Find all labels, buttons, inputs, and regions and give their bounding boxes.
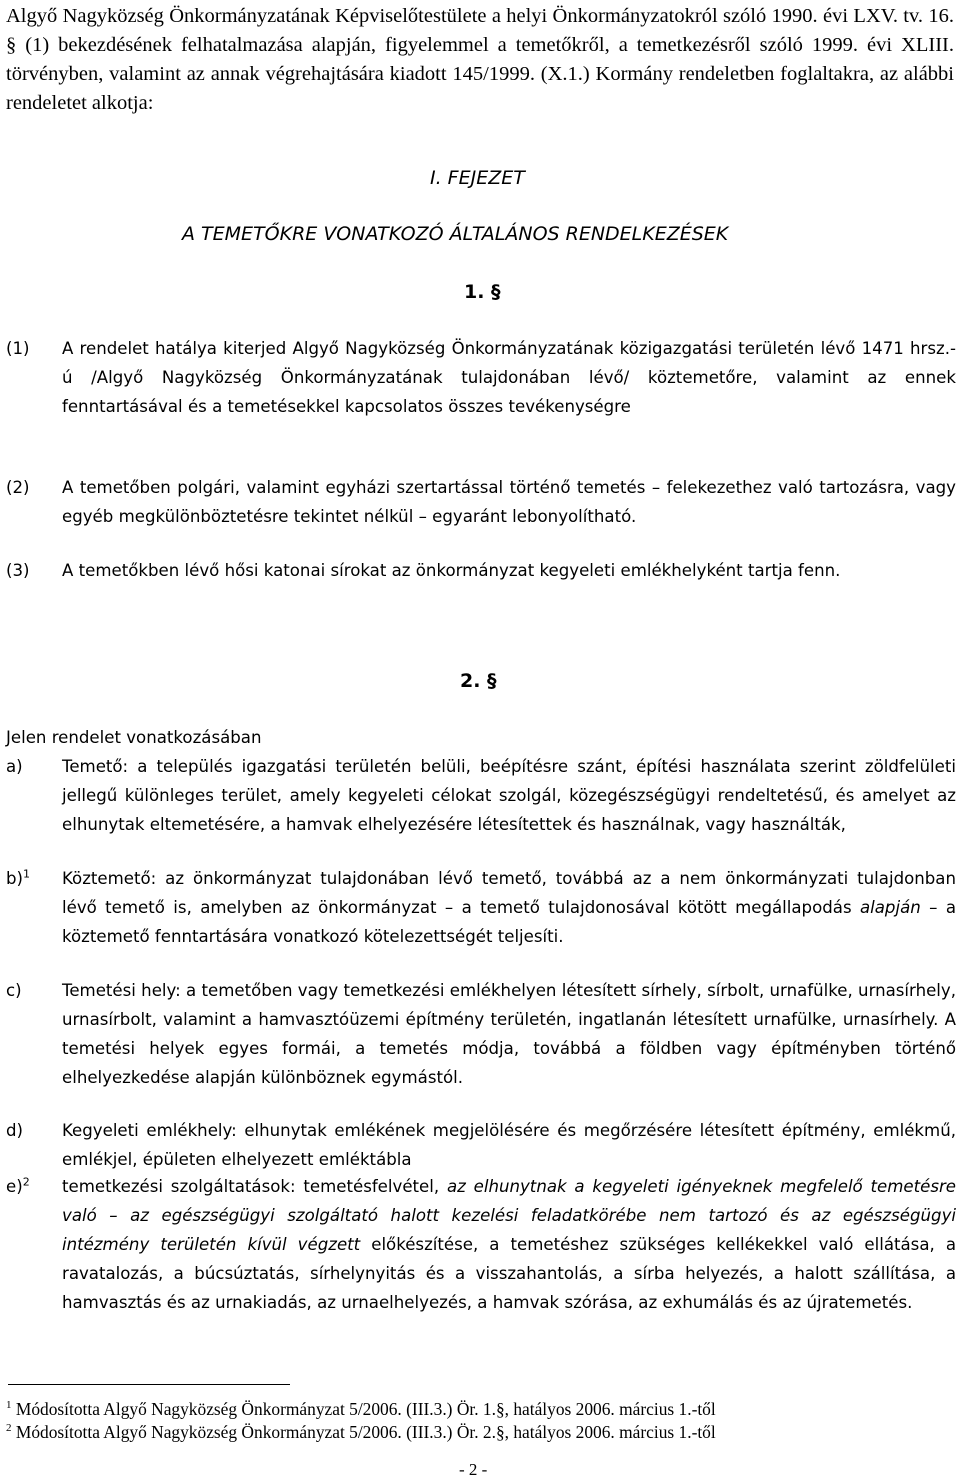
definition-item-a	[6, 752, 956, 839]
paragraph-label: (2)	[6, 478, 30, 497]
chapter-number: I. FEJEZET	[430, 167, 525, 189]
item-text: Temetési hely: a temetőben vagy temetkezési emlékhelyen létesített sírhely, sírbolt, urnafülke, urnasírhely, urnasírbolt, valamint a hamvasztóüzemi építmény területén, ingatlanán létesített urnafülke, urnasírhely. A temetési helyek egyes formái, a temetés módja, továbbá a földben vagy építményben történő elhelyezkedése alapján különböznek egymástól.	[62, 981, 956, 1087]
item-label: c)	[6, 981, 22, 1000]
item-text: Kegyeleti emlékhely: elhunytak emlékének megjelölésére és megőrzésére létesített építmény, emlékmű, emlékjel, épületen elhelyezett emléktábla	[62, 1121, 956, 1169]
footnote-1: $^1$ Módosította Algyő Nagyközség Önkormányzat 5/2006. (III.3.) Ör. 1.§, hatályos 2006. március 1.-től	[6, 1399, 716, 1419]
chapter-title: A TEMETŐKRE VONATKOZÓ ÁLTALÁNOS RENDELKEZÉSEK	[182, 223, 729, 245]
footnote-2: $^2$ Módosította Algyő Nagyközség Önkormányzat 5/2006. (III.3.) Ör. 2.§, hatályos 2006. március 1.-től	[6, 1422, 716, 1442]
footnote-ref-1: 1	[23, 867, 31, 881]
definition-item-e	[6, 1172, 956, 1317]
footnote-divider	[8, 1384, 290, 1385]
section-2-heading: 2. §	[460, 670, 497, 692]
item-label: d)	[6, 1121, 24, 1140]
definition-item-d	[6, 1116, 956, 1174]
footnote-ref-2: 2	[22, 1175, 30, 1189]
definition-item-c	[6, 976, 956, 1092]
section-1-heading: 1. §	[464, 281, 501, 303]
section-2-lead: Jelen rendelet vonatkozásában	[6, 728, 262, 747]
item-text: temetkezési szolgáltatások: temetésfelvétel, az elhunytnak a kegyeleti igényeknek megfelelő temetésre való – az egészségügyi szolgáltató halott kezelési feladatkörébe nem tartozó és az egészségügyi intézmény területén kívül végzett előkészítése, a temetéshez szükséges kellékekkel való ellátása, a ravatalozás, a búcsúztatás, sírhelynyitás és a visszahantolás, a sírba helyezés, a halott szállítása, a hamvasztás és az urnakiadás, az urnaelhelyezés, a hamvak szórása, az exhumálás és az újratemetés.	[62, 1177, 956, 1312]
item-label: e)$^2$	[6, 1175, 30, 1196]
item-text: Köztemető: az önkormányzat tulajdonában lévő temető, továbbá az a nem önkormányzati tulajdonban lévő temető is, amelyben az önkormányzat – a temető tulajdonosával kötött megállapodás alapján – a köztemető fenntartására vonatkozó kötelezettségét teljesíti.	[62, 869, 957, 946]
paragraph-label: (1)	[6, 339, 30, 358]
page-number: - 2 -	[459, 1460, 488, 1479]
item-label: b)$^1$	[6, 867, 31, 888]
definition-item-b	[6, 864, 956, 951]
preamble: Algyő Nagyközség Önkormányzatának Képviselőtestülete a helyi Önkormányzatokról szóló 1990. évi LXV. tv. 16. § (1) bekezdésének felhatalmazása alapján, figyelemmel a temetőkről, a temetkezésről szóló 1999. évi XLIII. törvényben, valamint az annak végrehajtására kiadott 145/1999. (X.1.) Kormány rendeletben foglaltakra, az alábbi rendeletet alkotja:	[6, 5, 954, 114]
paragraph-label: (3)	[6, 561, 30, 580]
section-1-paragraph-2	[6, 473, 956, 531]
paragraph-text: A temetőben polgári, valamint egyházi szertartással történő temetés – felekezethez való tartozásra, vagy egyéb megkülönböztetésre tekintet nélkül – egyaránt lebonyolítható.	[62, 478, 956, 526]
paragraph-text: A temetőkben lévő hősi katonai sírokat az önkormányzat kegyeleti emlékhelyként tartja fenn.	[62, 561, 841, 580]
item-text: Temető: a település igazgatási területén belüli, beépítésre szánt, építési használata szerint zöldfelületi jellegű különleges terület, amely kegyeleti célokat szolgál, közegészségügyi rendeltetésű, és amelyet az elhunytak eltemetésére, a hamvak elhelyezésére létesítettek és használnak, vagy használták,	[62, 757, 956, 834]
section-1-paragraph-1	[6, 334, 956, 421]
item-label: a)	[6, 757, 23, 776]
paragraph-text: A rendelet hatálya kiterjed Algyő Nagyközség Önkormányzatának közigazgatási területén lévő 1471 hrsz.-ú /Algyő Nagyközség Önkormányzatának tulajdonában lévő/ köztemetőre, valamint az ennek fenntartásával és a temetésekkel kapcsolatos összes tevékenységre	[62, 339, 956, 416]
section-1-paragraph-3	[6, 556, 956, 585]
